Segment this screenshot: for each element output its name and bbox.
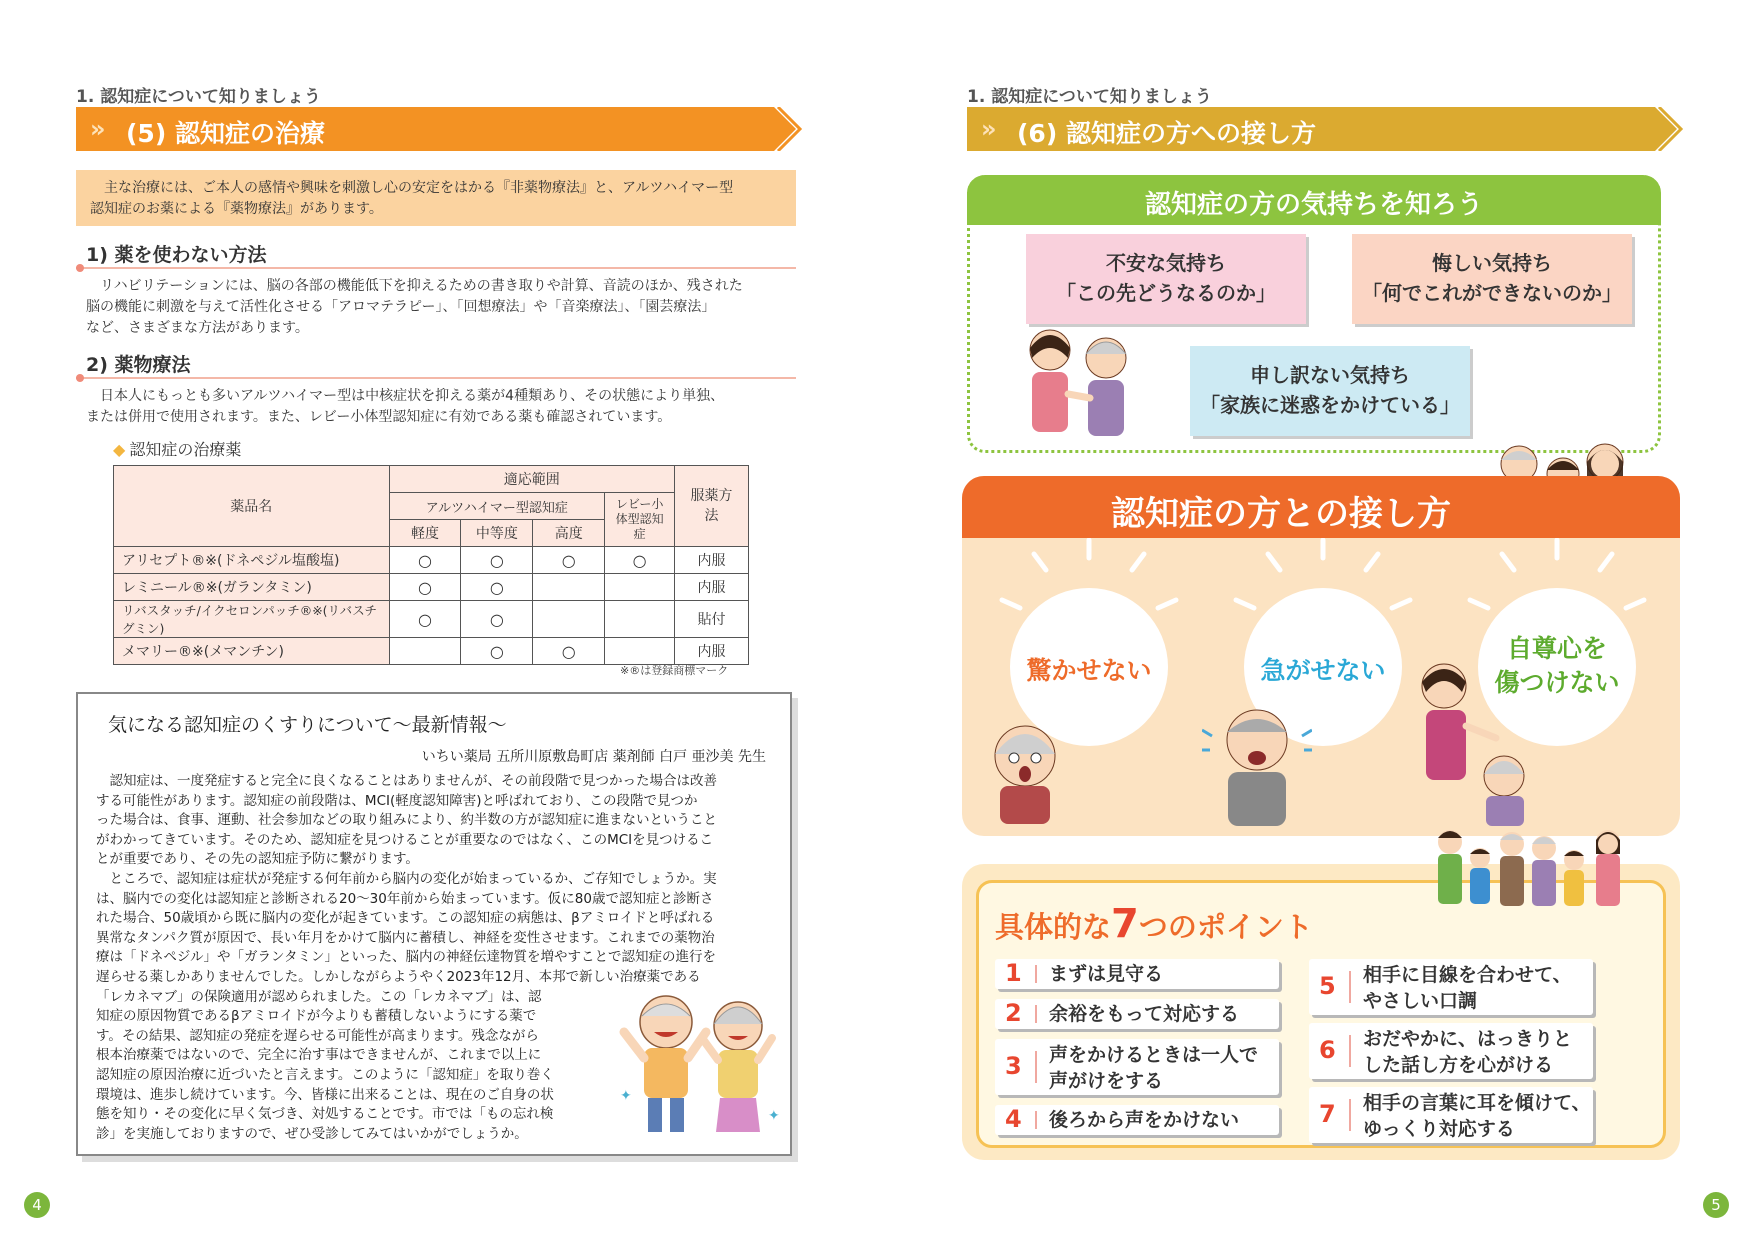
severe-cell: ○	[533, 547, 605, 574]
table-row	[114, 638, 749, 665]
section-banner	[967, 107, 1697, 151]
feeling-quote: 「この先どうなるのか」	[1056, 281, 1276, 305]
intro-line-1: 主な治療には、ご本人の感情や興味を刺激し心の安定をはかる『非薬物療法』と、アルツハイマー型	[104, 180, 734, 196]
feeling-label: 申し訳ない気持ち	[1250, 363, 1410, 387]
svg-text:✦: ✦	[768, 1108, 780, 1124]
svg-text:✦: ✦	[620, 1088, 632, 1104]
feeling-quote: 「何でこれができないのか」	[1362, 281, 1622, 305]
banner-arrow-icon	[756, 107, 806, 151]
points-frame	[976, 880, 1666, 1148]
moderate-cell: ○	[461, 574, 533, 601]
point-number: 2	[1005, 999, 1022, 1027]
text-line: リハビリテーションには、脳の各部の機能低下を抑えるための書き取りや計算、音読のほか、残された	[100, 278, 743, 294]
column-text-line: った場合は、食事、運動、社会参加などの取り組みにより、約半数の方が認知症に進まないということ	[96, 812, 717, 829]
point-divider	[1349, 971, 1351, 1003]
section-title: (6) 認知症の方への接し方	[1017, 119, 1316, 148]
text-line: など、さまざまな方法があります。	[86, 320, 309, 336]
drug-name-cell: リバスタッチ/イクセロンパッチ®※(リバスチグミン)	[114, 601, 390, 638]
feeling-card-frustrated	[1352, 234, 1632, 324]
feelings-title: 認知症の方の気持ちを知ろう	[1144, 190, 1483, 220]
point-text: まずは見守る	[1049, 963, 1164, 985]
subheading-underline	[76, 267, 796, 269]
lewy-cell	[605, 574, 675, 601]
method-cell: 内服	[675, 574, 749, 601]
point-item-5	[1309, 959, 1593, 1015]
column-body-wide	[96, 772, 786, 988]
points-title-suffix: つのポイント	[1138, 910, 1313, 944]
mild-cell: ○	[389, 574, 461, 601]
section-banner	[76, 107, 806, 151]
table-row	[114, 574, 749, 601]
column-text-line: 診」を実施しておりますので、ぜひ受診してみてはいかがでしょうか。	[96, 1125, 528, 1142]
severe-cell: ○	[533, 638, 605, 665]
column-body-narrow	[96, 988, 596, 1145]
point-text-line: ゆっくり対応する	[1363, 1118, 1515, 1140]
column-card	[76, 692, 792, 1156]
table-caption	[113, 437, 241, 460]
mild-cell: ○	[389, 547, 461, 574]
point-divider	[1035, 1051, 1037, 1083]
mild-cell: ○	[389, 601, 461, 638]
drug-name-cell: アリセプト®※(ドネペジル塩酸塩)	[114, 547, 390, 574]
point-number: 3	[1005, 1052, 1022, 1080]
point-text-line: おだやかに、はっきりと	[1363, 1028, 1573, 1050]
header-alzheimer: アルツハイマー型認知症	[389, 493, 605, 520]
tip-text: 急がせない	[1260, 656, 1386, 685]
section-title: (5) 認知症の治療	[126, 119, 325, 148]
column-text-line: 「レカネマブ」の保険適用が認められました。この「レカネマブ」は、認	[96, 988, 542, 1005]
header-scope: 適応範囲	[389, 466, 675, 493]
column-text-line: ところで、認知症は症状が発症する何年前から脳内の変化が始まっているか、ご存知でしょうか。実	[109, 870, 717, 887]
surprised-woman-illustration	[980, 714, 1070, 824]
column-title: 気になる認知症のくすりについて〜最新情報〜	[108, 714, 507, 736]
feeling-card-sorry	[1190, 346, 1470, 436]
column-text-line: 療は「ドネペジル」や「ガランタミン」といった、脳内の神経伝達物質を増やすことで認知症の進行を	[96, 949, 716, 966]
header-severe: 高度	[533, 520, 605, 547]
column-author: いちい薬局 五所川原敷島町店 薬剤師 白戸 亜沙美 先生	[421, 749, 766, 765]
point-text-line: した話し方を心がける	[1363, 1054, 1554, 1076]
feeling-label: 不安な気持ち	[1106, 251, 1226, 275]
header-drug-name: 薬品名	[114, 466, 390, 547]
column-text-line: する可能性があります。認知症の前段階は、MCI(軽度認知障害)と呼ばれており、この段階で見つか	[96, 792, 698, 809]
column-text-line: 認知症は、一度発症すると完全に良くなることはありませんが、その前段階で見つかった場合は改善	[109, 773, 717, 789]
point-text-line: 声がけをする	[1049, 1070, 1164, 1092]
column-text-line: 遅らせる薬しかありませんでした。しかしながらようやく2023年12月、本邦で新しい治療薬である	[96, 968, 701, 985]
points-title-number: 7	[1111, 901, 1139, 947]
point-divider	[1035, 1111, 1037, 1129]
point-number: 6	[1319, 1036, 1336, 1064]
drug-name-cell: レミニール®※(ガランタミン)	[114, 574, 390, 601]
lewy-cell	[605, 601, 675, 638]
point-item-3	[995, 1039, 1279, 1095]
point-item-7	[1309, 1087, 1593, 1143]
tip-text: 自尊心を	[1506, 634, 1607, 663]
point-number: 1	[1005, 959, 1022, 987]
moderate-cell: ○	[461, 601, 533, 638]
feeling-label: 悔しい気持ち	[1432, 251, 1552, 275]
point-text	[1363, 1026, 1572, 1078]
header-moderate: 中等度	[461, 520, 533, 547]
column-text-line: がわかってきています。そのため、認知症を見つけることが重要なのではなく、このMCIを見つけるこ	[96, 831, 714, 848]
subheading-drug: 2) 薬物療法	[86, 354, 191, 376]
table-row	[114, 601, 749, 638]
text-line: 日本人にもっとも多いアルツハイマー型は中核症状を抑える薬が4種類あり、その状態により単独、	[100, 388, 725, 404]
elderly-couple-illustration	[616, 980, 786, 1140]
chapter-label: 1. 認知症について知りましょう	[967, 87, 1212, 107]
ways-title: 認知症の方との接し方	[1111, 494, 1451, 534]
point-text-line: やさしい口調	[1363, 990, 1478, 1012]
feeling-quote: 「家族に迷惑をかけている」	[1200, 393, 1460, 417]
tip-text: 傷つけない	[1494, 668, 1620, 697]
subheading-underline	[76, 377, 796, 379]
point-text-line: 相手の言葉に耳を傾けて、	[1363, 1092, 1591, 1114]
point-text	[1049, 1042, 1258, 1094]
tip-text: 驚かせない	[1026, 656, 1152, 685]
trademark-note: ※®は登録商標マーク	[620, 664, 729, 677]
rushed-man-illustration	[1202, 696, 1312, 826]
point-text-line: 声をかけるときは一人で	[1049, 1044, 1259, 1066]
severe-cell	[533, 574, 605, 601]
point-number: 7	[1319, 1100, 1336, 1128]
moderate-cell: ○	[461, 547, 533, 574]
column-text-line: れた場合、50歳頃から既に脳内の変化が起きています。この認知症の病態は、βアミロイドと呼ばれる	[96, 910, 715, 927]
lewy-cell: ○	[605, 547, 675, 574]
scolding-illustration	[1392, 626, 1542, 826]
points-title-prefix: 具体的な	[995, 910, 1112, 944]
point-text	[1363, 1090, 1591, 1142]
point-item-1	[995, 959, 1279, 989]
point-number: 5	[1319, 972, 1336, 1000]
method-cell: 内服	[675, 547, 749, 574]
page-number: 5	[1703, 1192, 1729, 1218]
points-panel	[962, 864, 1680, 1160]
point-item-4	[995, 1105, 1279, 1135]
column-text-line: 根本治療薬ではないので、完全に治す事はできませんが、これまで以上に	[96, 1047, 542, 1064]
header-lewy-text: レビー小体型認知症	[615, 497, 664, 541]
chevron-icon: »	[981, 115, 991, 143]
point-text-line: 相手に目線を合わせて、	[1363, 964, 1572, 986]
header-mild: 軽度	[389, 520, 461, 547]
diamond-icon: ◆	[113, 440, 126, 459]
drug-table	[113, 465, 749, 665]
paragraph-drug	[86, 386, 796, 428]
ways-header	[962, 476, 1680, 538]
page-number: 4	[24, 1192, 50, 1218]
text-line: または併用で使用されます。また、レビー小体型認知症に有効である薬も確認されています。	[86, 409, 672, 425]
header-lewy	[605, 493, 675, 547]
lewy-cell	[605, 638, 675, 665]
point-text	[1363, 962, 1572, 1014]
point-number: 4	[1005, 1105, 1022, 1133]
mild-cell	[389, 638, 461, 665]
intro-box	[76, 170, 796, 226]
feelings-panel	[967, 175, 1661, 453]
severe-cell	[533, 601, 605, 638]
method-cell: 内服	[675, 638, 749, 665]
paragraph-non-drug	[86, 276, 796, 339]
feelings-header	[967, 175, 1661, 225]
column-text-line: は、脳内での変化は認知症と診断される20〜30年前から始まっています。仮に80歳で認知症と診断さ	[96, 890, 714, 907]
column-text-line: とが重要であり、その先の認知症予防に繋がります。	[96, 851, 419, 868]
text-line: 脳の機能に刺激を与えて活性化させる「アロマテラピー」、「回想療法」や「音楽療法」、「園芸療法」	[86, 299, 716, 315]
column-text-line: 異常なタンパク質が原因で、長い年月をかけて脳内に蓄積し、神経を変性させます。これまでの薬物治	[96, 929, 715, 946]
point-text: 後ろから声をかけない	[1049, 1109, 1240, 1131]
ways-panel	[962, 476, 1680, 836]
column-text-line: 知症の原因物質であるβアミロイドが今よりも蓄積しないようにする薬で	[96, 1008, 537, 1025]
caregiver-illustration	[1020, 318, 1140, 448]
point-item-2	[995, 999, 1279, 1029]
method-cell: 貼付	[675, 601, 749, 638]
header-method	[675, 466, 749, 547]
chapter-label: 1. 認知症について知りましょう	[76, 87, 321, 107]
table-caption-text: 認知症の治療薬	[129, 440, 242, 459]
feeling-card-anxious	[1026, 234, 1306, 324]
table-row	[114, 547, 749, 574]
column-text-line: 認知症の原因治療に近づいたと言えます。このように「認知症」を取り巻く	[96, 1066, 554, 1083]
chevron-icon: »	[90, 115, 100, 143]
point-divider	[1349, 1035, 1351, 1067]
column-text-line: 態を知り・その変化に早く気づき、対処することです。市では「もの忘れ検	[96, 1106, 554, 1123]
multigenerational-family-illustration	[1432, 824, 1652, 920]
point-divider	[1035, 1005, 1037, 1023]
header-method-text: 服薬方法	[690, 488, 733, 524]
moderate-cell: ○	[461, 638, 533, 665]
points-title	[995, 901, 1313, 947]
subheading-non-drug: 1) 薬を使わない方法	[86, 244, 267, 266]
column-text-line: す。その結果、認知症の発症を遅らせる可能性が高まります。残念ながら	[96, 1027, 539, 1044]
point-item-6	[1309, 1023, 1593, 1079]
drug-name-cell: メマリー®※(メマンチン)	[114, 638, 390, 665]
point-text: 余裕をもって対応する	[1049, 1003, 1240, 1025]
intro-line-2: 認知症のお薬による『薬物療法』があります。	[90, 201, 383, 217]
point-divider	[1349, 1099, 1351, 1131]
banner-arrow-icon	[1637, 107, 1687, 151]
right-page	[877, 0, 1754, 1240]
column-text-line: 環境は、進歩し続けています。今、皆様に出来ることは、現在のご自身の状	[96, 1086, 554, 1103]
point-divider	[1035, 965, 1037, 983]
